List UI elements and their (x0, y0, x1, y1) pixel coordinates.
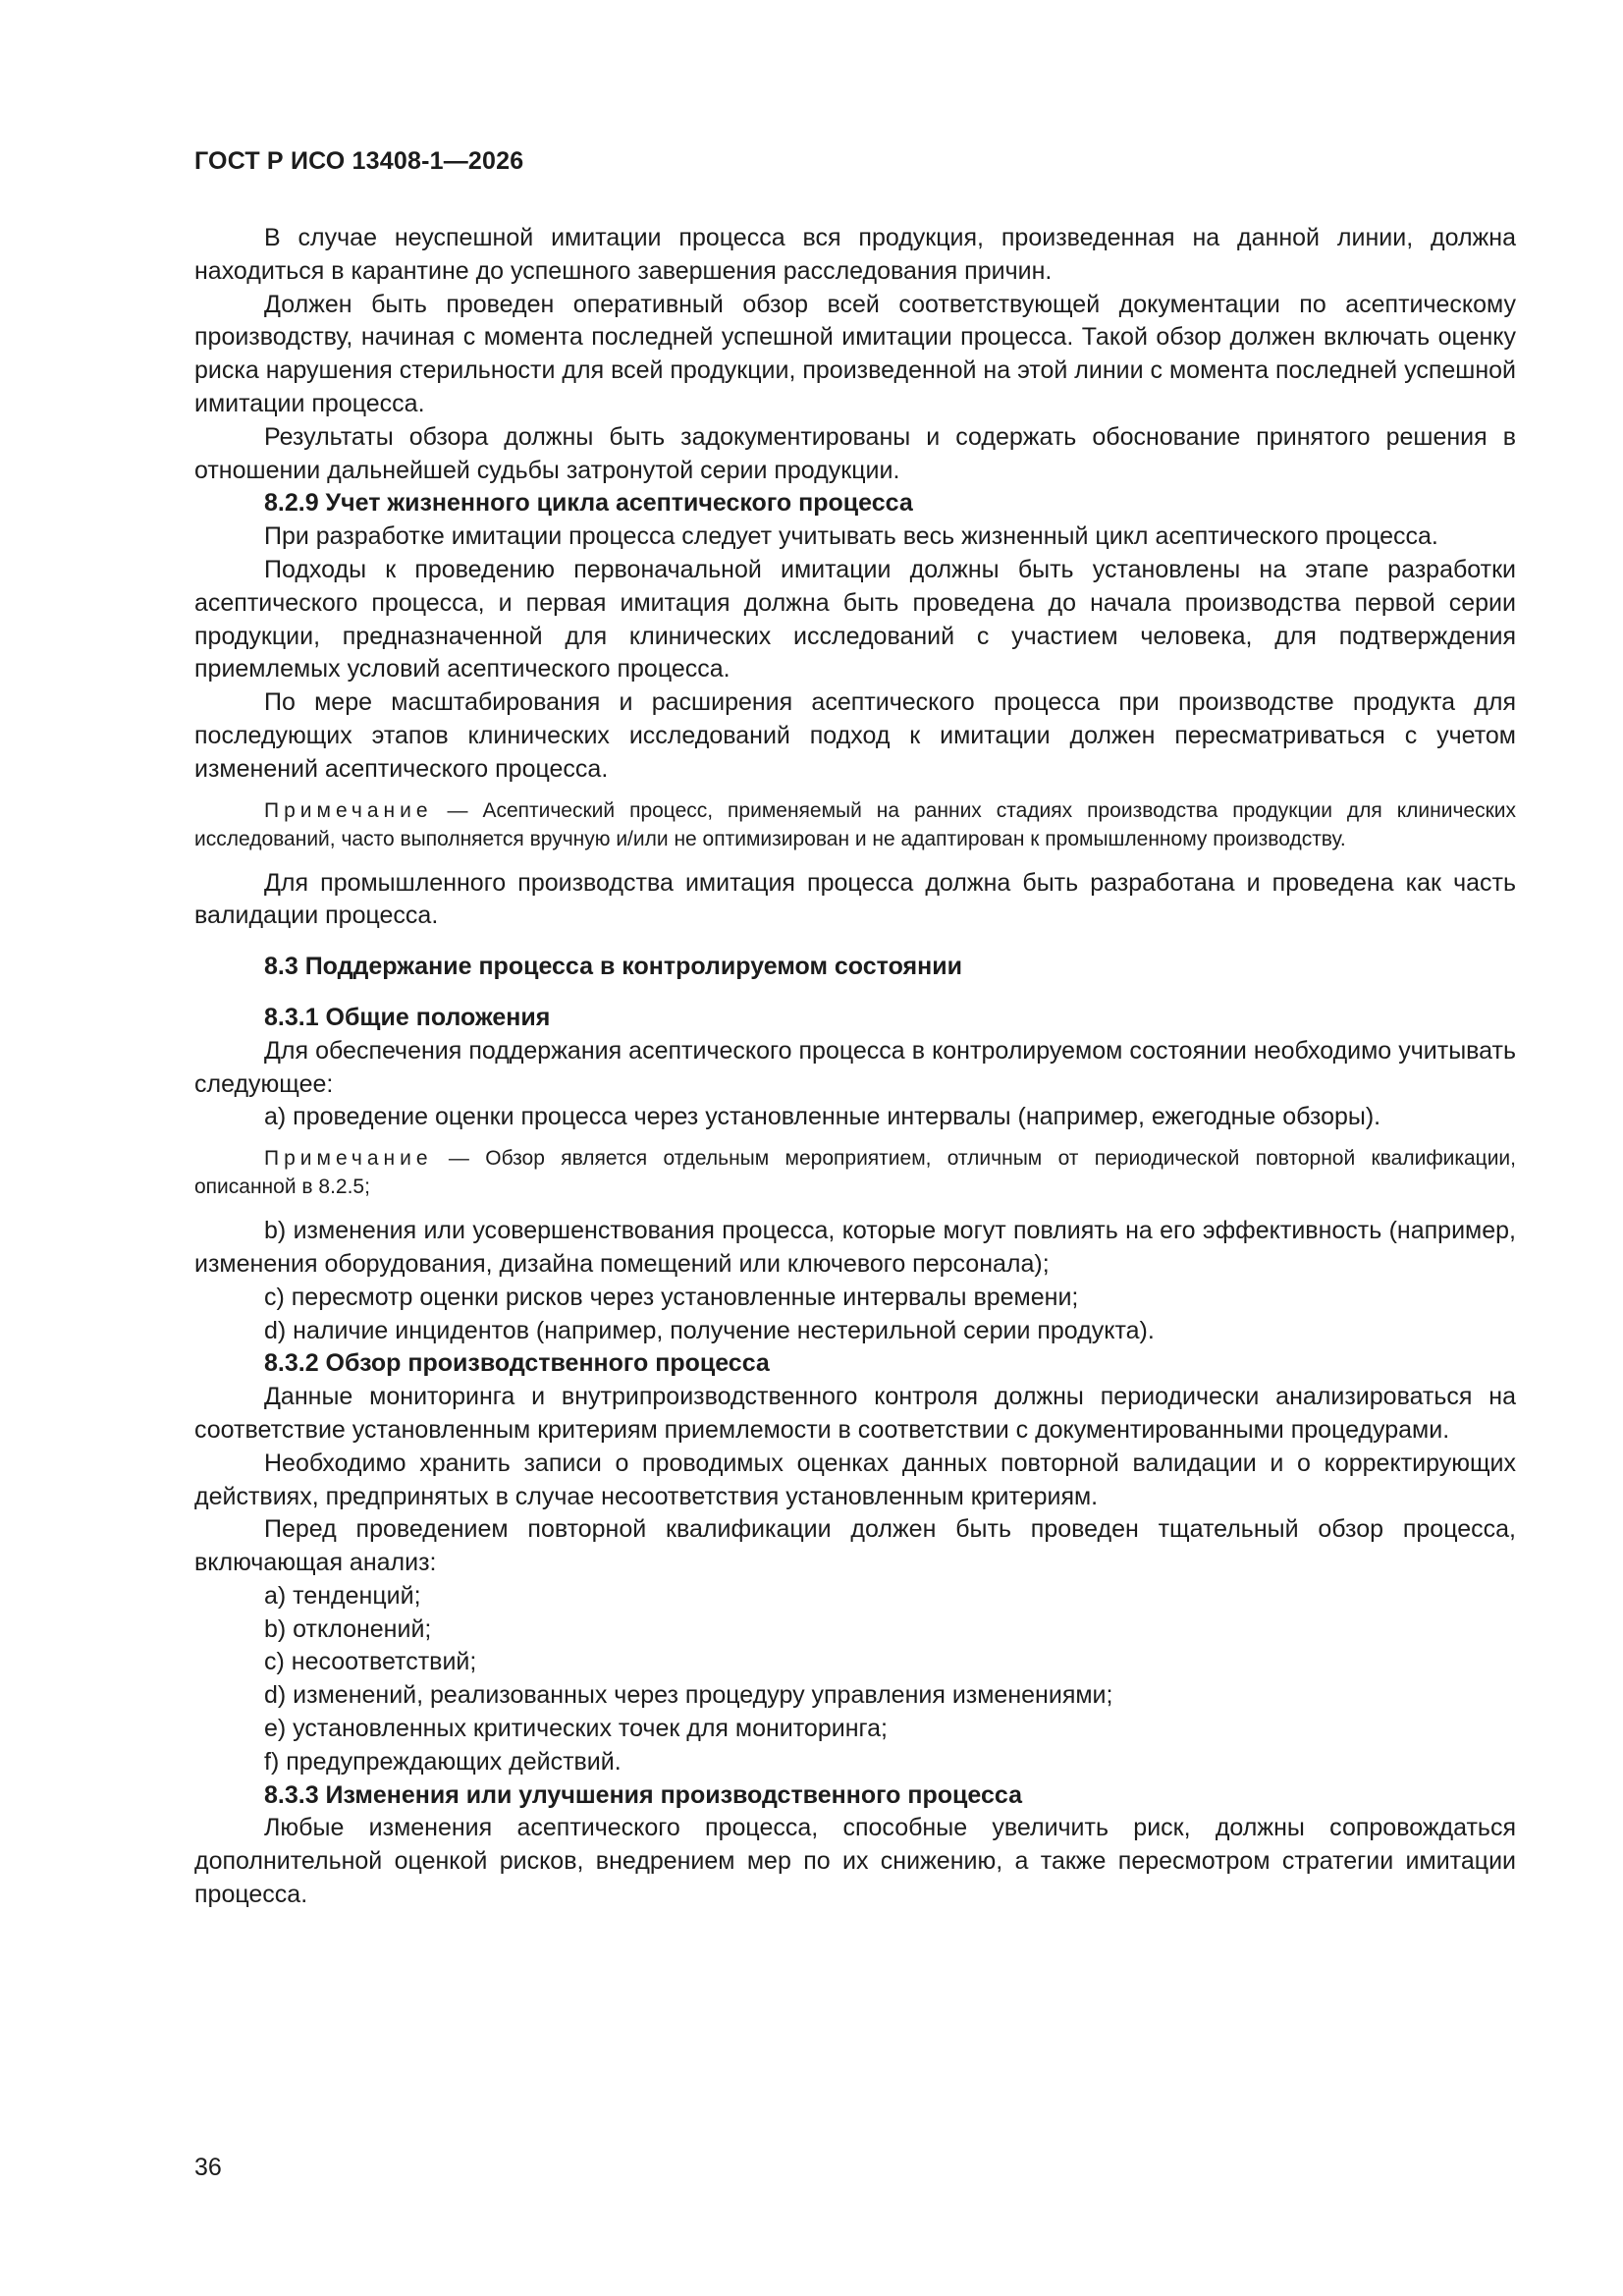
paragraph: Необходимо хранить записи о проводимых оценках данных повторной валидации и о корректирующих действиях, предпринятых в случае несоответствия установленным критериям. (194, 1449, 1516, 1510)
list-item: d) наличие инцидентов (например, получение нестерильной серии продукта). (264, 1316, 1155, 1344)
section-heading-8-3: 8.3 Поддержание процесса в контролируемом состоянии (264, 953, 962, 981)
section-heading-8-3-1: 8.3.1 Общие положения (264, 1003, 551, 1031)
note (194, 1144, 1516, 1201)
list-item: d) изменений, реализованных через процедуру управления изменениями; (264, 1681, 1113, 1710)
note-text: — Обзор является отдельным мероприятием, отличным от периодической повторной квалификации, описанной в 8.2.5; (194, 1147, 1516, 1199)
section-heading-8-3-3: 8.3.3 Изменения или улучшения производственного процесса (264, 1780, 1022, 1809)
list-item: b) отклонений; (264, 1614, 432, 1643)
paragraph: Подходы к проведению первоначальной имитации должны быть установлены на этапе разработки асептического процесса, и первая имитация должна быть проведена до начала производства первой серии продукции, предназначенной для клинических исследований с участием человека, для подтверждения приемлемых условий асептического процесса. (194, 555, 1516, 683)
note-label: Примечание (264, 798, 433, 822)
document-body (194, 222, 1516, 1912)
list-item: a) проведение оценки процесса через установленные интервалы (например, ежегодные обзоры). (264, 1103, 1381, 1131)
list-item: b) изменения или усовершенствования процесса, которые могут повлиять на его эффективность (например, изменения оборудования, дизайна помещений или ключевого персонала); (194, 1217, 1516, 1278)
document-header: ГОСТ Р ИСО 13408-1—2026 (194, 147, 524, 175)
section-heading-8-2-9: 8.2.9 Учет жизненного цикла асептического процесса (264, 489, 913, 518)
list-item: c) пересмотр оценки рисков через установленные интервалы времени; (264, 1283, 1079, 1311)
note (194, 796, 1516, 853)
list-item: a) тенденций; (264, 1581, 421, 1610)
list-item: f) предупреждающих действий. (264, 1747, 622, 1776)
note-text: — Асептический процесс, применяемый на ранних стадиях производства продукции для клинических исследований, часто выполняется вручную и/или не оптимизирован и не адаптирован к промышленному производству. (194, 798, 1516, 850)
paragraph: По мере масштабирования и расширения асептического процесса при производстве продукта для последующих этапов клинических исследований подход к имитации должен пересматриваться с учетом изменений асептического процесса. (194, 688, 1516, 783)
paragraph: Для обеспечения поддержания асептического процесса в контролируемом состоянии необходимо учитывать следующее: (194, 1036, 1516, 1098)
paragraph: В случае неуспешной имитации процесса вся продукция, произведенная на данной линии, должна находиться в карантине до успешного завершения расследования причин. (194, 224, 1516, 285)
list-item: c) несоответствий; (264, 1648, 477, 1676)
paragraph: Должен быть проведен оперативный обзор всей соответствующей документации по асептическому производству, начиная с момента последней успешной имитации процесса. Такой обзор должен включать оценку риска нарушения стерильности для всей продукции, произведенной на этой линии с момента последней успешной имитации процесса. (194, 290, 1516, 417)
note-label: Примечание (264, 1147, 433, 1171)
paragraph: При разработке имитации процесса следует учитывать весь жизненный цикл асептического процесса. (264, 522, 1438, 551)
paragraph: Результаты обзора должны быть задокументированы и содержать обоснование принятого решения в отношении дальнейшей судьбы затронутой серии продукции. (194, 422, 1516, 484)
paragraph: Перед проведением повторной квалификации должен быть проведен тщательный обзор процесса, включающая анализ: (194, 1515, 1516, 1577)
paragraph: Данные мониторинга и внутрипроизводственного контроля должны периодически анализироваться на соответствие установленным критериям приемлемости в соответствии с документированными процедурами. (194, 1383, 1516, 1444)
section-heading-8-3-2: 8.3.2 Обзор производственного процесса (264, 1349, 770, 1378)
list-item: e) установленных критических точек для мониторинга; (264, 1715, 888, 1743)
paragraph: Для промышленного производства имитация процесса должна быть разработана и проведена как часть валидации процесса. (194, 868, 1516, 930)
paragraph: Любые изменения асептического процесса, способные увеличить риск, должны сопровождаться дополнительной оценкой рисков, внедрением мер по их снижению, а также пересмотром стратегии имитации процесса. (194, 1814, 1516, 1909)
page-number: 36 (194, 2154, 222, 2181)
